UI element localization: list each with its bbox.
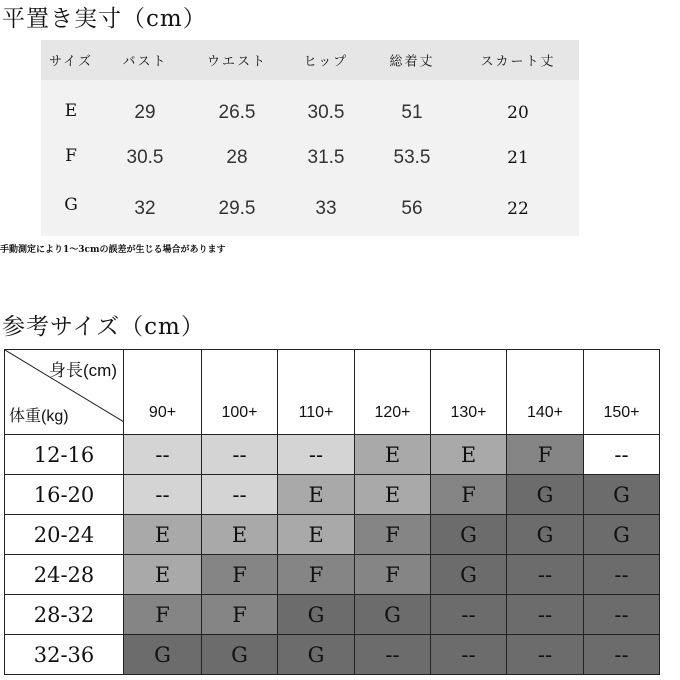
measurement-value: 32 xyxy=(134,198,156,219)
size-cell: G xyxy=(278,635,355,675)
size-cell: F xyxy=(431,475,507,515)
weight-label: 20-24 xyxy=(5,515,124,555)
size-cell: E xyxy=(124,515,202,555)
measurement-value: 22 xyxy=(507,199,529,219)
size-cell: -- xyxy=(431,595,507,635)
weight-label: 24-28 xyxy=(5,555,124,595)
reference-title: 参考サイズ（cm） xyxy=(2,314,205,340)
size-cell: G xyxy=(507,515,584,555)
weight-row xyxy=(5,515,660,555)
height-header-cell: 110+ xyxy=(278,350,355,435)
measurement-table xyxy=(41,40,579,236)
height-header-cell: 100+ xyxy=(202,350,278,435)
height-header-cell: 130+ xyxy=(431,350,507,435)
size-cell: G xyxy=(431,555,507,595)
size-cell: E xyxy=(124,555,202,595)
size-cell: F xyxy=(278,555,355,595)
measure-title: 平置き実寸（cm） xyxy=(2,6,207,32)
measurement-note: 手動測定により1〜3cmの誤差が生じる場合があります xyxy=(0,245,226,255)
size-cell: G xyxy=(584,475,660,515)
size-cell: F xyxy=(355,515,431,555)
measurement-header-cell: サイズ xyxy=(49,54,93,70)
measurement-header-cell: 総着丈 xyxy=(389,54,435,70)
measurement-size-label: E xyxy=(64,101,78,121)
height-header-cell: 90+ xyxy=(124,350,202,435)
weight-label: 28-32 xyxy=(5,595,124,635)
size-cell: -- xyxy=(584,555,660,595)
measurement-value: 20 xyxy=(507,103,529,123)
height-header-row xyxy=(5,350,660,435)
size-cell: -- xyxy=(584,435,660,475)
size-cell: -- xyxy=(355,635,431,675)
size-cell: -- xyxy=(584,635,660,675)
size-cell: G xyxy=(431,515,507,555)
size-cell: E xyxy=(355,475,431,515)
size-cell: -- xyxy=(202,435,278,475)
size-cell: F xyxy=(202,555,278,595)
reference-size-table xyxy=(4,349,660,675)
measurement-header-cell: ウエスト xyxy=(206,54,268,70)
size-cell: -- xyxy=(124,475,202,515)
weight-label: 16-20 xyxy=(5,475,124,515)
measurement-header-cell: スカート丈 xyxy=(480,54,556,70)
size-cell: E xyxy=(278,515,355,555)
size-cell: -- xyxy=(584,595,660,635)
measurement-value: 51 xyxy=(401,102,423,123)
size-cell: F xyxy=(124,595,202,635)
size-cell: E xyxy=(202,515,278,555)
measurement-value: 29 xyxy=(134,102,156,123)
size-cell: -- xyxy=(124,435,202,475)
size-cell: G xyxy=(202,635,278,675)
measurement-value: 56 xyxy=(401,198,423,219)
measurement-header-cell: バスト xyxy=(122,54,168,70)
measurement-value: 33 xyxy=(315,198,337,219)
size-cell: -- xyxy=(507,555,584,595)
measurement-value: 26.5 xyxy=(218,102,256,123)
corner-cell xyxy=(5,350,124,435)
weight-row xyxy=(5,555,660,595)
size-cell: F xyxy=(507,435,584,475)
height-header-cell: 140+ xyxy=(507,350,584,435)
size-cell: G xyxy=(584,515,660,555)
height-header-cell: 120+ xyxy=(355,350,431,435)
measurement-value: 30.5 xyxy=(126,147,164,168)
size-cell: -- xyxy=(431,635,507,675)
measurement-value: 31.5 xyxy=(307,147,345,168)
measurement-value: 53.5 xyxy=(393,147,431,168)
measurement-header-cell: ヒップ xyxy=(303,54,349,70)
measurement-size-label: F xyxy=(65,146,77,166)
weight-row xyxy=(5,635,660,675)
weight-label: 32-36 xyxy=(5,635,124,675)
size-cell: -- xyxy=(507,635,584,675)
size-cell: E xyxy=(278,475,355,515)
size-cell: -- xyxy=(202,475,278,515)
height-header-cell: 150+ xyxy=(584,350,660,435)
measurement-value: 30.5 xyxy=(307,102,345,123)
weight-row xyxy=(5,475,660,515)
measurement-value: 28 xyxy=(226,147,248,168)
size-cell: F xyxy=(355,555,431,595)
measurement-size-label: G xyxy=(64,195,78,215)
size-cell: -- xyxy=(278,435,355,475)
size-cell: -- xyxy=(507,595,584,635)
size-cell: G xyxy=(355,595,431,635)
size-cell: G xyxy=(278,595,355,635)
height-axis-label: 身長(cm) xyxy=(49,361,117,380)
size-cell: E xyxy=(431,435,507,475)
size-cell: G xyxy=(124,635,202,675)
weight-row xyxy=(5,435,660,475)
weight-label: 12-16 xyxy=(5,435,124,475)
size-cell: F xyxy=(202,595,278,635)
weight-row xyxy=(5,595,660,635)
size-cell: E xyxy=(355,435,431,475)
size-cell: G xyxy=(507,475,584,515)
weight-axis-label: 体重(kg) xyxy=(9,408,69,425)
measurement-value: 21 xyxy=(507,148,529,168)
measurement-value: 29.5 xyxy=(218,198,256,219)
